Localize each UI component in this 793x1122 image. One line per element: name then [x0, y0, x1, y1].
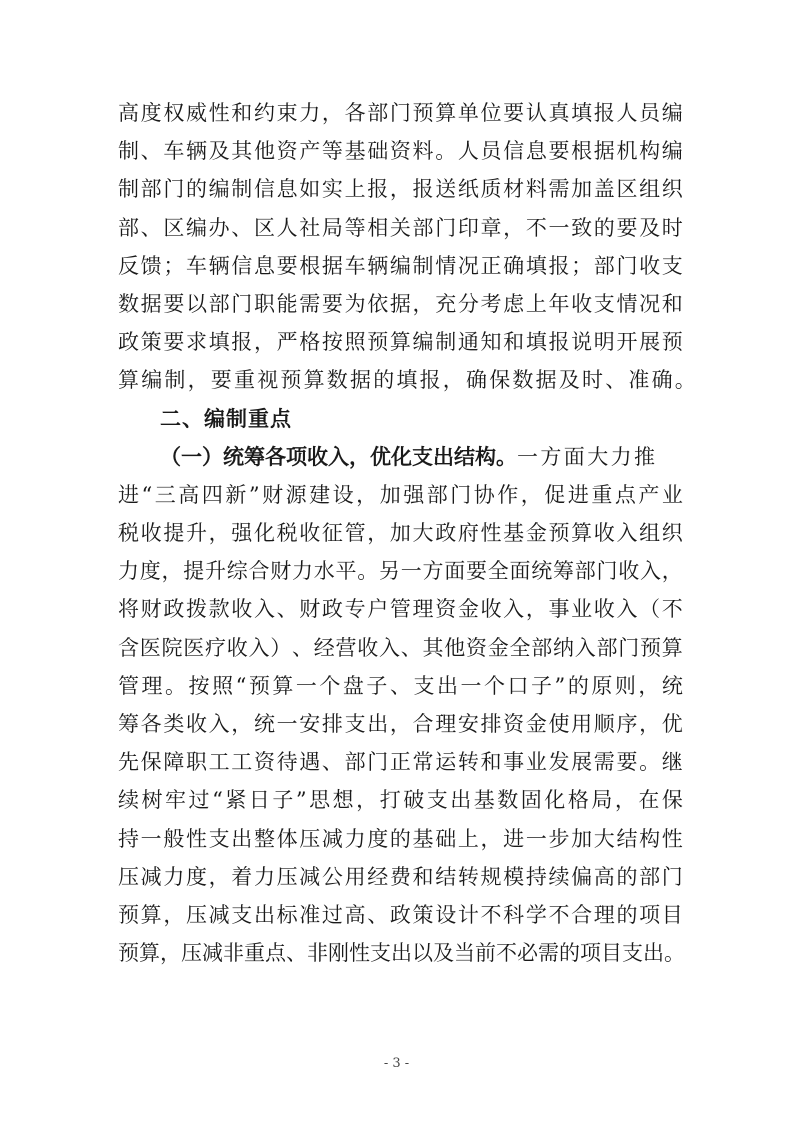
text-line: 制 、 车 辆 及 其 他 资 产 等 基 础 资 料 。 人 员 信 息 要 根 据 机 构 编	[118, 139, 683, 164]
text-line: 数 据 要 以 部 门 职 能 需 要 为 依 据 ， 充 分 考 虑 上 年 收 支 情 况 和	[118, 291, 683, 316]
text-line: 部 、 区 编 办 、 区 人 社 局 等 相 关 部 门 印 章 ， 不 一 致 的 要 及 时	[118, 215, 683, 240]
subsection-title: （一）统筹各项收入，优化支出结构。	[160, 444, 517, 469]
text-line: 算编制，要重视预算数据的填报，确保数据及时、准确。	[118, 368, 698, 393]
text-line: 将 财 政 拨 款 收 入 、 财 政 专 户 管 理 资 金 收 入 ， 事 业 收 入 （ 不	[118, 597, 683, 622]
text-line: 持 一 般 性 支 出 整 体 压 减 力 度 的 基 础 上 ， 进 一 步 加 大 结 构 性	[118, 826, 683, 851]
paragraph-requirements	[118, 94, 698, 400]
text-line: 压 减 力 度 ， 着 力 压 减 公 用 经 费 和 结 转 规 模 持 续 偏 高 的 部 门	[118, 864, 683, 889]
paragraph-key-points	[118, 438, 683, 973]
text-run: 一方面大力推	[517, 444, 658, 469]
text-line: 含 医 院 医 疗 收 入 ） 、 经 营 收 入 、 其 他 资 金 全 部 纳 入 部 门 预 算	[118, 635, 683, 660]
text-line: 先 保 障 职 工 工 资 待 遇 、 部 门 正 常 运 转 和 事 业 发 展 需 要 。 继	[118, 750, 683, 775]
text-line: 进 “ 三 高 四 新 ” 财 源 建 设 ， 加 强 部 门 协 作 ， 促 进 重 点 产 业	[118, 482, 683, 507]
text-line: 政 策 要 求 填 报 ， 严 格 按 照 预 算 编 制 通 知 和 填 报 说 明 开 展 预	[118, 330, 683, 355]
text-line: 预 算 ， 压 减 非 重 点 、 非 刚 性 支 出 以 及 当 前 不 必 需 的 项 目 支 出 。	[118, 941, 685, 966]
document-body	[118, 94, 698, 972]
page-number: - 3 -	[383, 1056, 410, 1071]
text-line: 续 树 牢 过 “ 紧 日 子 ” 思 想 ， 打 破 支 出 基 数 固 化 格 局 ， 在 保	[118, 788, 683, 813]
text-line: 高 度 权 威 性 和 约 束 力 ， 各 部 门 预 算 单 位 要 认 真 填 报 人 员 编	[118, 101, 683, 125]
text-line: 预 算 ， 压 减 支 出 标 准 过 高 、 政 策 设 计 不 科 学 不 合 理 的 项 目	[118, 902, 683, 927]
text-line: 制 部 门 的 编 制 信 息 如 实 上 报 ， 报 送 纸 质 材 料 需 加 盖 区 组 织	[118, 177, 683, 202]
text-line: 力 度 ， 提 升 综 合 财 力 水 平 。 另 一 方 面 要 全 面 统 筹 部 门 收 入 ，	[118, 559, 683, 584]
text-line: 反 馈 ； 车 辆 信 息 要 根 据 车 辆 编 制 情 况 正 确 填 报 ； 部 门 收 支	[118, 253, 683, 278]
text-line: 管 理 。 按 照 “ 预 算 一 个 盘 子 、 支 出 一 个 口 子 ” 的 原 则 ， 统	[118, 673, 683, 698]
section-heading: 二、编制重点	[160, 406, 292, 431]
text-line-first	[118, 438, 683, 476]
text-line: 筹 各 类 收 入 ， 统 一 安 排 支 出 ， 合 理 安 排 资 金 使 用 顺 序 ， 优	[118, 712, 683, 736]
text-line: 税 收 提 升 ， 强 化 税 收 征 管 ， 加 大 政 府 性 基 金 预 算 收 入 组 织	[118, 521, 683, 546]
